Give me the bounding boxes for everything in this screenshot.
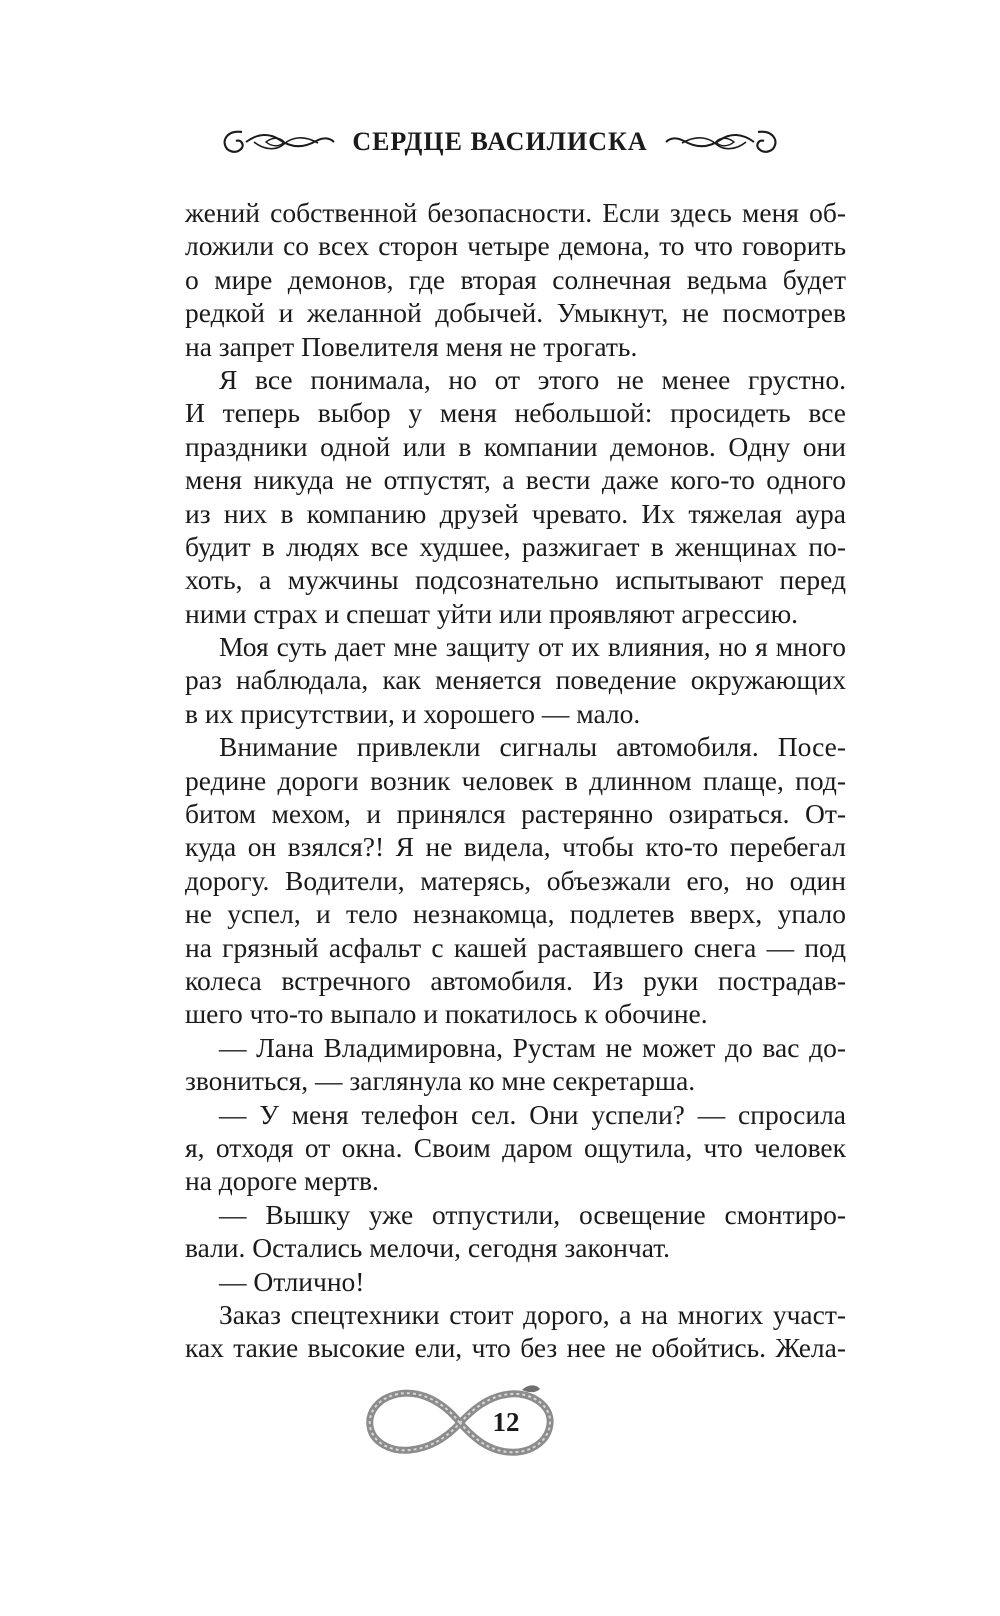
page-number: 12 [478, 1402, 534, 1442]
text-line: ках такие высокие ели, что без нее не обойтись. Жела- [185, 1332, 846, 1364]
text-line: куда он взялся?! Я не видела, чтобы кто-то перебегал [185, 831, 846, 863]
text-line: ложили со всех сторон четыре демона, то что говорить [185, 230, 846, 262]
text-line: И теперь выбор у меня небольшой: просидеть все [185, 397, 846, 429]
text-line: — Лана Владимировна, Рустам не может до вас до- [219, 1031, 846, 1063]
text-line: о мире демонов, где вторая солнечная ведьма будет [185, 263, 846, 295]
text-line: вали. Остались мелочи, сегодня закончат. [185, 1232, 671, 1264]
text-line: в их присутствии, и хорошего — мало. [185, 697, 641, 729]
text-line: Внимание привлекли сигналы автомобиля. Посе- [219, 731, 846, 763]
text-line: будит в людях все худшее, разжигает в женщинах по- [185, 530, 846, 562]
text-line: Заказ спецтехники стоит дорого, а на многих участ- [219, 1298, 846, 1330]
text-line: — Отлично! [219, 1265, 365, 1297]
text-line: Моя суть дает мне защиту от их влияния, но я много [219, 631, 846, 663]
text-line: хоть, а мужчины подсознательно испытывают перед [185, 564, 846, 596]
text-line: праздники одной или в компании демонов. Одну они [185, 430, 846, 462]
text-line: на грязный асфальт с кашей растаявшего снега — под [185, 931, 846, 963]
page-footer [360, 1378, 560, 1468]
running-title: СЕРДЦЕ ВАСИЛИСКА [352, 127, 648, 156]
text-line: из них в компанию друзей чревато. Их тяжелая аура [185, 497, 846, 529]
flourish-ornament-icon [662, 125, 780, 159]
text-line: жений собственной безопасности. Если здесь меня об- [185, 197, 846, 228]
text-line: редине дороги возник человек в длинном плаще, под- [185, 764, 846, 796]
running-header [0, 118, 1000, 166]
text-line: битом мехом, и принялся растерянно озираться. От- [185, 798, 846, 830]
text-line: не успел, и тело незнакомца, подлетев вверх, упало [185, 898, 846, 930]
text-line: ними страх и спешат уйти или проявляют агрессию. [185, 597, 799, 629]
text-line: колеса встречного автомобиля. Из руки пострадав- [185, 964, 846, 996]
text-line: редкой и желанной добычей. Умыкнут, не посмотрев [185, 297, 846, 329]
text-line: шего что-то выпало и покатилось к обочине. [185, 998, 708, 1030]
flourish-ornament-icon [220, 125, 338, 159]
text-line: — У меня телефон сел. Они успели? — спросила [219, 1098, 846, 1130]
text-line: дорогу. Водители, матерясь, объезжали его, но один [185, 864, 846, 896]
text-line: на запрет Повелителя меня не трогать. [185, 330, 638, 362]
text-line: Я все понимала, но от этого не менее грустно. [219, 363, 846, 395]
text-line: звониться, — заглянула ко мне секретарша. [185, 1065, 696, 1097]
text-line: меня никуда не отпустят, а вести даже кого-то одного [185, 464, 846, 496]
text-line: раз наблюдала, как меняется поведение окружающих [185, 664, 846, 696]
text-line: я, отходя от окна. Своим даром ощутила, что человек [185, 1131, 846, 1163]
text-line: на дороге мертв. [185, 1165, 379, 1197]
body-text [185, 196, 846, 1365]
text-line: — Вышку уже отпустили, освещение смонтиро- [219, 1198, 846, 1230]
